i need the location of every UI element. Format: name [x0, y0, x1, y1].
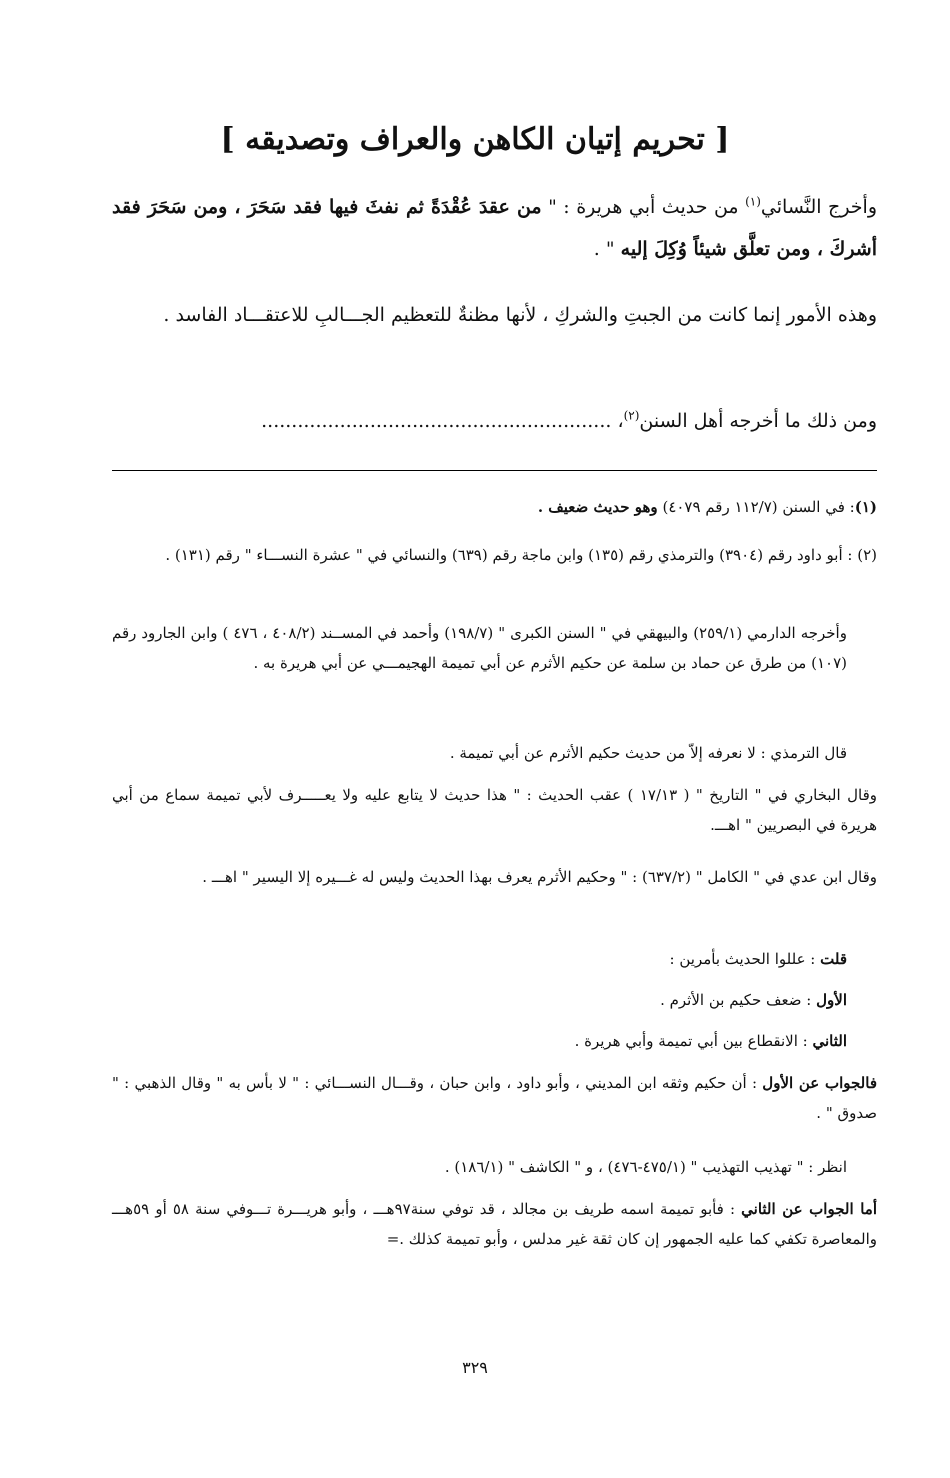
qultu-text: : عللوا الحديث بأمرين :: [669, 950, 821, 968]
footnote-2-answer-second: [112, 1194, 877, 1254]
first-label: الأول: [816, 991, 847, 1009]
para1-mid: من حديث أبي هريرة : ": [541, 196, 746, 218]
footnote-2-answer-first: [112, 1068, 877, 1128]
second-text: : الانقطاع بين أبي تميمة وأبي هريرة .: [574, 1032, 813, 1050]
footnote-1-verdict: وهو حديث ضعيف .: [537, 498, 658, 516]
answer-second-label: أما الجواب عن الثاني: [741, 1200, 877, 1218]
footnote-2-second: [112, 1026, 877, 1056]
paragraph-sunan: [112, 400, 877, 442]
answer-first-label: فالجواب عن الأول: [762, 1074, 877, 1092]
footnote-2: (٢) : أبو داود رقم (٣٩٠٤) والترمذي رقم (١٣٥) وابن ماجة رقم (٦٣٩) والنسائي في " عشرة النســـاء " رقم (١٣١) .: [165, 546, 877, 564]
footnote-1: [112, 492, 877, 522]
footnote-2-qultu: [112, 944, 877, 974]
hadith-text: من عقدَ عُقْدَةً ثم نفثَ فيها فقد سَحَرَ ، ومن سَحَرَ فقد أشركَ ، ومن تعلَّق شيئاً وُكِلَ إليه: [112, 196, 877, 260]
footnote-2-tirmidhi: قال الترمذي : لا نعرفه إلاّ من حديث حكيم الأثرم عن أبي تميمة .: [449, 744, 847, 762]
footnote-1-mark: (١): [854, 498, 877, 516]
paragraph-nasai: [112, 186, 877, 270]
footnote-1-text: : في السنن (١١٢/٧ رقم ٤٠٧٩): [657, 498, 855, 516]
first-text: : ضعف حكيم بن الأثرم .: [660, 991, 817, 1009]
para3-text: ومن ذلك ما أخرجه أهل السنن: [639, 410, 877, 432]
page-number: ٣٢٩: [462, 1358, 488, 1377]
answer-second-text: : فأبو تميمة اسمه طريف بن مجالد ، قد توفي سنة٩٧هـــ ، وأبو هريـــرة تـــوفي سنة ٥٨ أو ٥٩هـــ والمعاصرة تكفي كما عليه الجمهور إن كان ثقة غير مدلس ، وأبو تميمة كذلك .=: [112, 1200, 877, 1248]
para3-tail: ، ..........................................................: [261, 410, 624, 432]
footnote-ref-1: (١): [745, 194, 761, 209]
footnote-2-ibn-adi: وقال ابن عدي في " الكامل " (٦٣٧/٢) : " وحكيم الأثرم يعرف بهذا الحديث وليس له غـــيره إلا اليسير " اهـــ .: [202, 868, 877, 886]
section-title: [ تحريم إتيان الكاهن والعراف وتصديقه ]: [220, 122, 730, 157]
footnote-2-first: [112, 985, 877, 1015]
qultu-label: قلت: [820, 950, 847, 968]
footnote-ref-2: (٢): [623, 408, 640, 423]
paragraph-jibt: وهذه الأمور إنما كانت من الجبتِ والشركِ ، لأنها مظنةٌ للتعظيم الجـــالبِ للاعتقـــاد الفاسد .: [163, 304, 877, 326]
para1-lead: وأخرج النَّسائي: [760, 196, 878, 218]
footnote-2-darimi: وأخرجه الدارمي (٢٥٩/١) والبيهقي في " السنن الكبرى " (١٩٨/٧) وأحمد في المســند (٤٠٨/٢ ، ٤٧٦ ) وابن الجارود رقم (١٠٧) من طرق عن حماد بن سلمة عن حكيم الأثرم عن أبي تميمة الهجيمـــي عن أبي هريرة به .: [112, 624, 847, 672]
footnote-2-see: انظر : " تهذيب التهذيب " (٤٧٥/١-٤٧٦) ، و " الكاشف " (١٨٦/١) .: [444, 1158, 847, 1176]
second-label: الثاني: [812, 1032, 847, 1050]
footnote-separator: [112, 470, 877, 471]
para1-end: " .: [593, 238, 621, 260]
answer-first-text: : أن حكيم وثقه ابن المديني ، وأبو داود ، وابن حبان ، وقـــال النســـائي : " لا بأس به " وقال الذهبي : " صدوق " .: [112, 1074, 877, 1122]
footnote-2-bukhari: وقال البخاري في " التاريخ " ( ١٧/١٣ ) عقب الحديث : " هذا حديث لا يتابع عليه ولا يعـــــرف لأبي تميمة سماع من أبي هريرة في البصريين " اهـــ.: [112, 786, 877, 834]
